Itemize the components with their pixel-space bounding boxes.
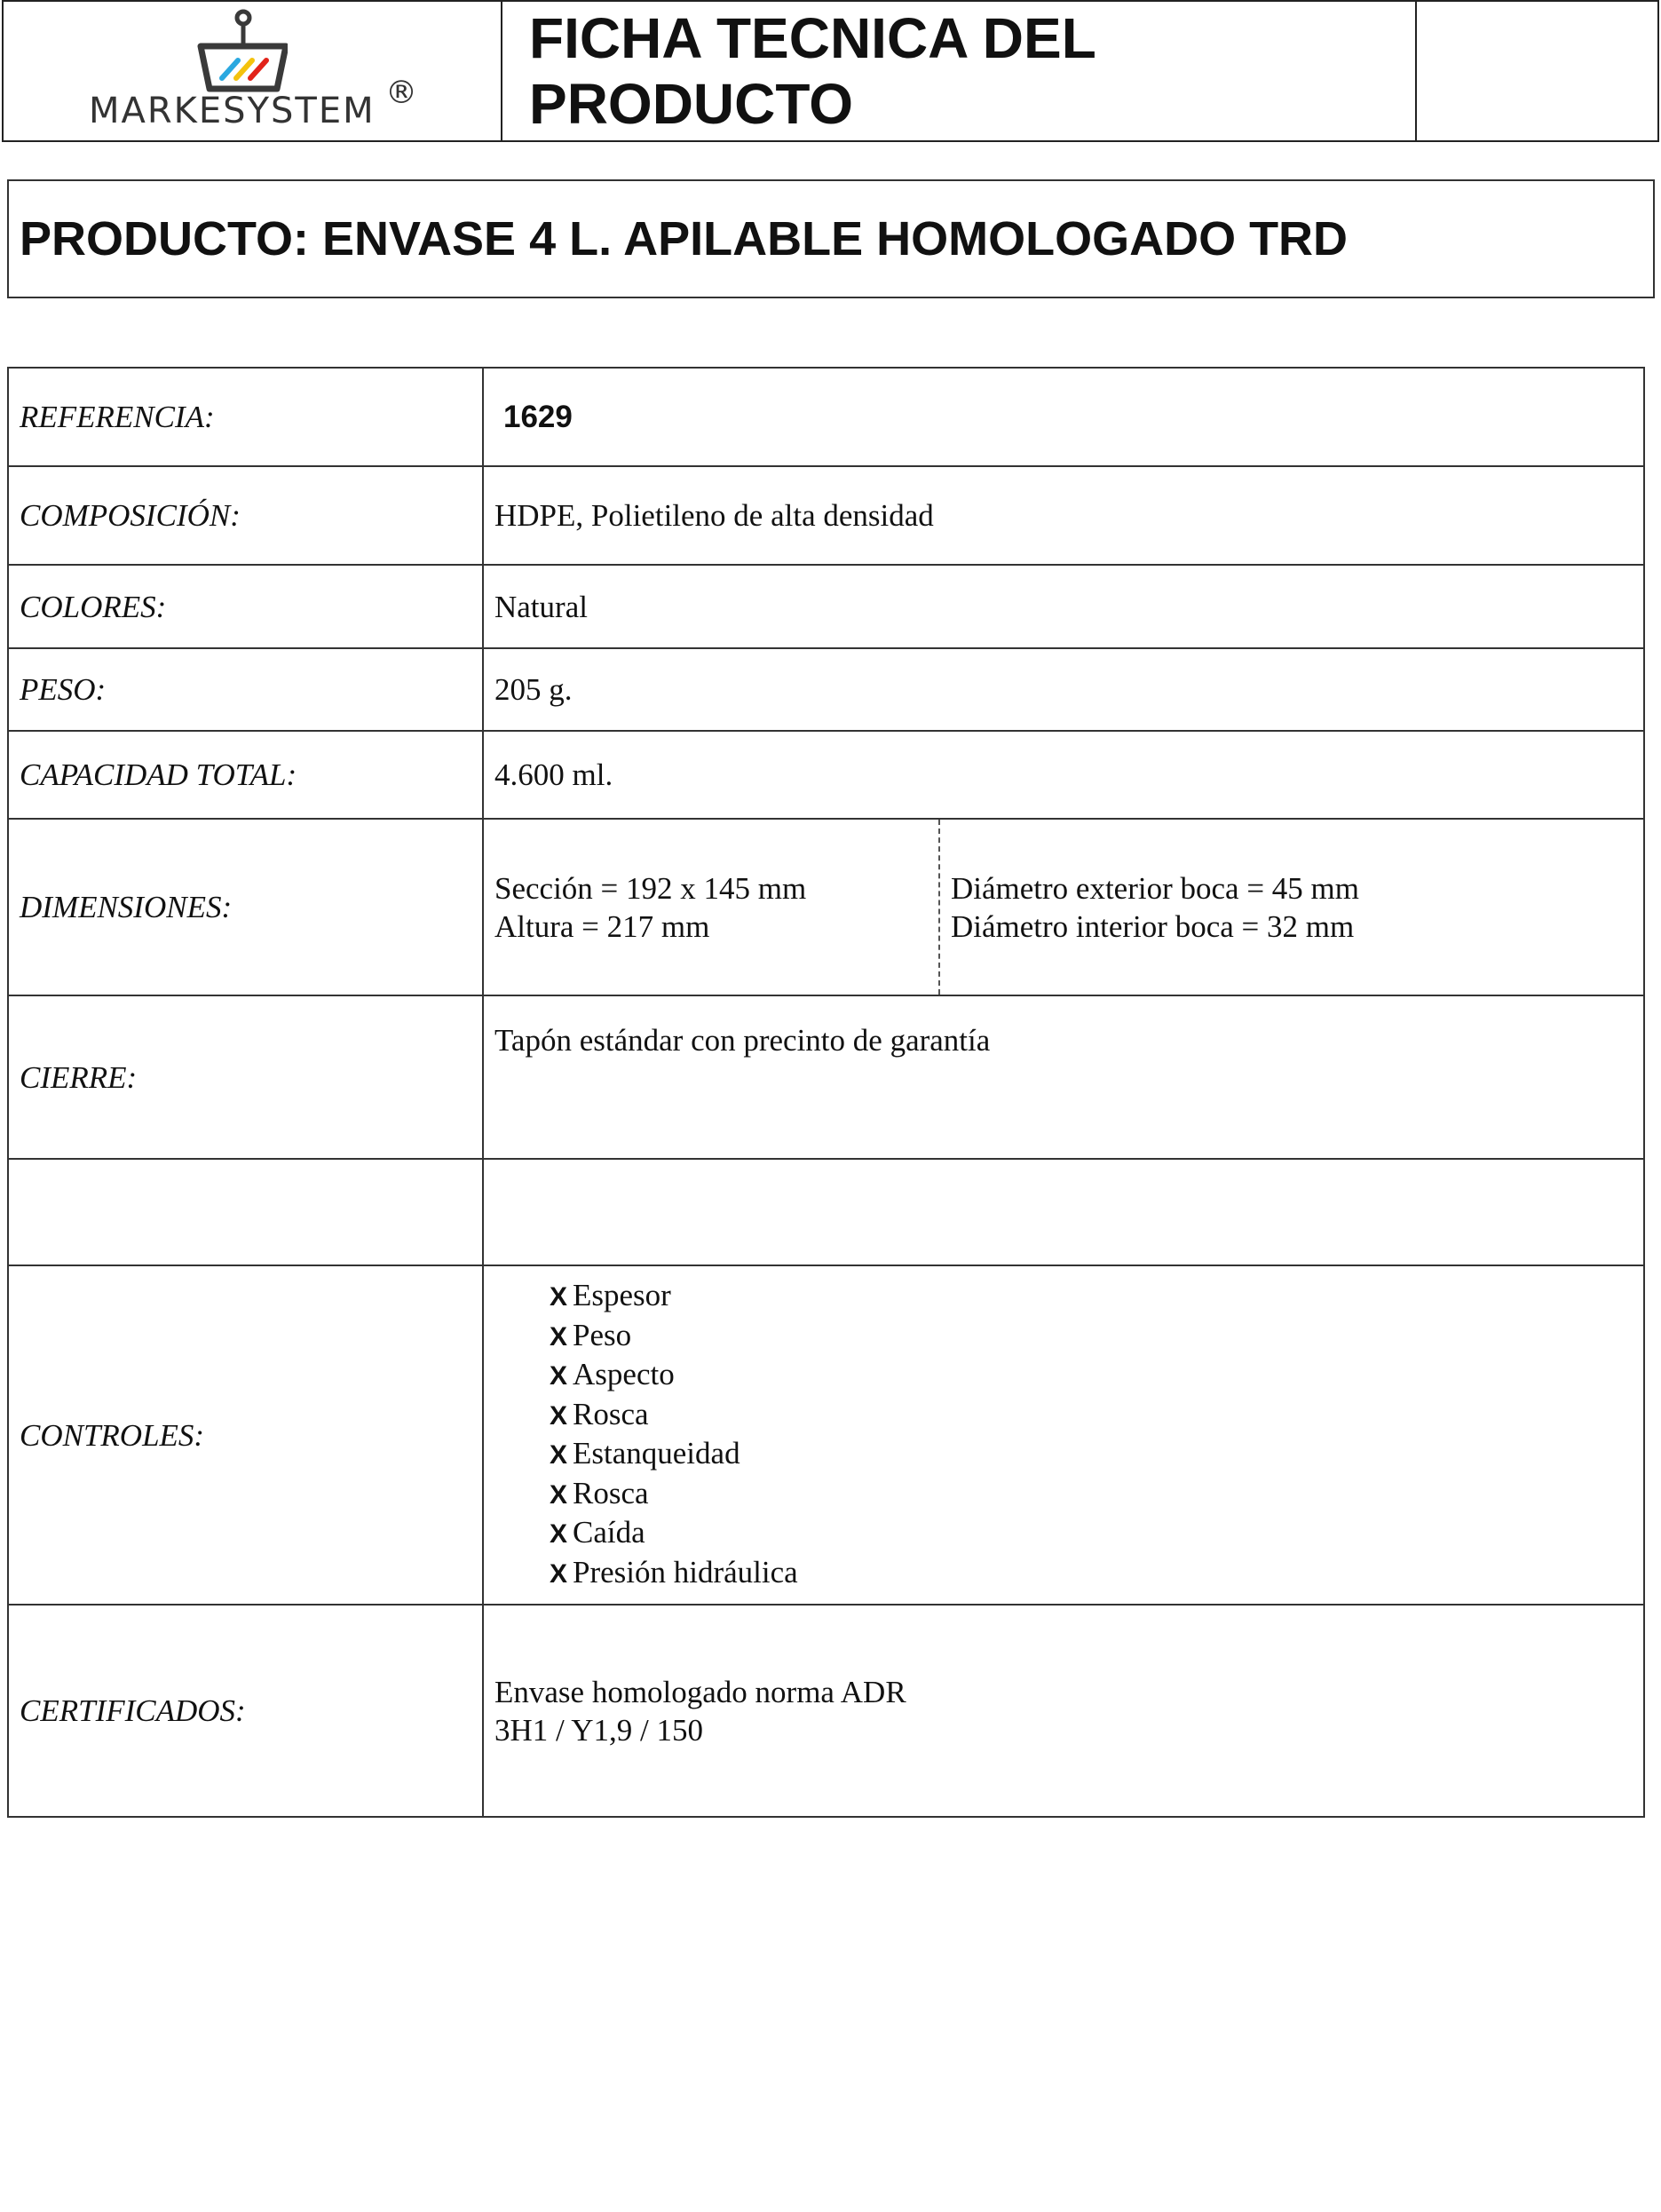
label-referencia: REFERENCIA: [8,368,483,466]
dim-diametro-interior: Diámetro interior boca = 32 mm [951,908,1355,944]
certificado-line-2: 3H1 / Y1,9 / 150 [494,1712,703,1748]
list-item [550,1396,1633,1436]
x-mark-icon: X [550,1361,568,1391]
label-capacidad: CAPACIDAD TOTAL: [8,731,483,819]
label-empty [8,1159,483,1265]
label-composicion: COMPOSICIÓN: [8,466,483,565]
value-composicion: HDPE, Polietileno de alta densidad [483,466,1644,565]
x-mark-icon: X [550,1519,568,1549]
document-header [2,0,1659,142]
value-controles [483,1265,1644,1605]
list-item [550,1317,1633,1357]
control-label: Peso [573,1317,632,1352]
dim-altura: Altura = 217 mm [494,908,710,944]
row-composicion [8,466,1644,565]
product-title: PRODUCTO: ENVASE 4 L. APILABLE HOMOLOGADO TRD [7,179,1655,298]
dim-diametro-exterior: Diámetro exterior boca = 45 mm [951,870,1360,906]
value-certificados [483,1605,1644,1817]
row-referencia [8,368,1644,466]
dimensiones-col-2 [940,820,1359,995]
dim-seccion: Sección = 192 x 145 mm [494,870,807,906]
list-item [550,1277,1633,1317]
row-empty [8,1159,1644,1265]
document-title: FICHA TECNICA DEL PRODUCTO [502,2,1417,140]
row-certificados [8,1605,1644,1817]
x-mark-icon: X [550,1282,568,1312]
list-item [550,1356,1633,1396]
x-mark-icon: X [550,1321,568,1352]
value-cierre: Tapón estándar con precinto de garantía [483,995,1644,1159]
x-mark-icon: X [550,1440,568,1470]
value-capacidad: 4.600 ml. [483,731,1644,819]
x-mark-icon: X [550,1400,568,1431]
label-certificados: CERTIFICADOS: [8,1605,483,1817]
spec-table [7,367,1645,1818]
control-label: Caída [573,1515,645,1550]
control-label: Rosca [573,1475,649,1510]
label-peso: PESO: [8,648,483,731]
list-item [550,1514,1633,1554]
x-mark-icon: X [550,1558,568,1589]
registered-mark: ® [385,75,417,111]
controles-list [494,1277,1633,1593]
logo-wordmark: MARKESYSTEM [89,91,376,131]
label-dimensiones: DIMENSIONES: [8,819,483,995]
header-blank-cell [1417,2,1657,140]
label-colores: COLORES: [8,565,483,648]
row-cierre [8,995,1644,1159]
x-mark-icon: X [550,1479,568,1510]
logo-cell [4,2,502,140]
list-item [550,1435,1633,1475]
row-colores [8,565,1644,648]
control-label: Rosca [573,1396,649,1431]
value-referencia: 1629 [483,368,1644,466]
control-label: Aspecto [573,1357,675,1391]
value-peso: 205 g. [483,648,1644,731]
control-label: Espesor [573,1278,671,1312]
control-label: Estanqueidad [573,1436,740,1471]
row-capacidad [8,731,1644,819]
list-item [550,1475,1633,1515]
row-dimensiones [8,819,1644,995]
value-dimensiones [483,819,1644,995]
label-cierre: CIERRE: [8,995,483,1159]
control-label: Presión hidráulica [573,1554,798,1590]
list-item [550,1554,1633,1594]
value-empty [483,1159,1644,1265]
row-controles [8,1265,1644,1605]
row-peso [8,648,1644,731]
dimensiones-col-1 [494,820,940,995]
label-controles: CONTROLES: [8,1265,483,1605]
basket-logo-icon [181,7,288,96]
value-colores: Natural [483,565,1644,648]
certificado-line-1: Envase homologado norma ADR [494,1674,906,1709]
